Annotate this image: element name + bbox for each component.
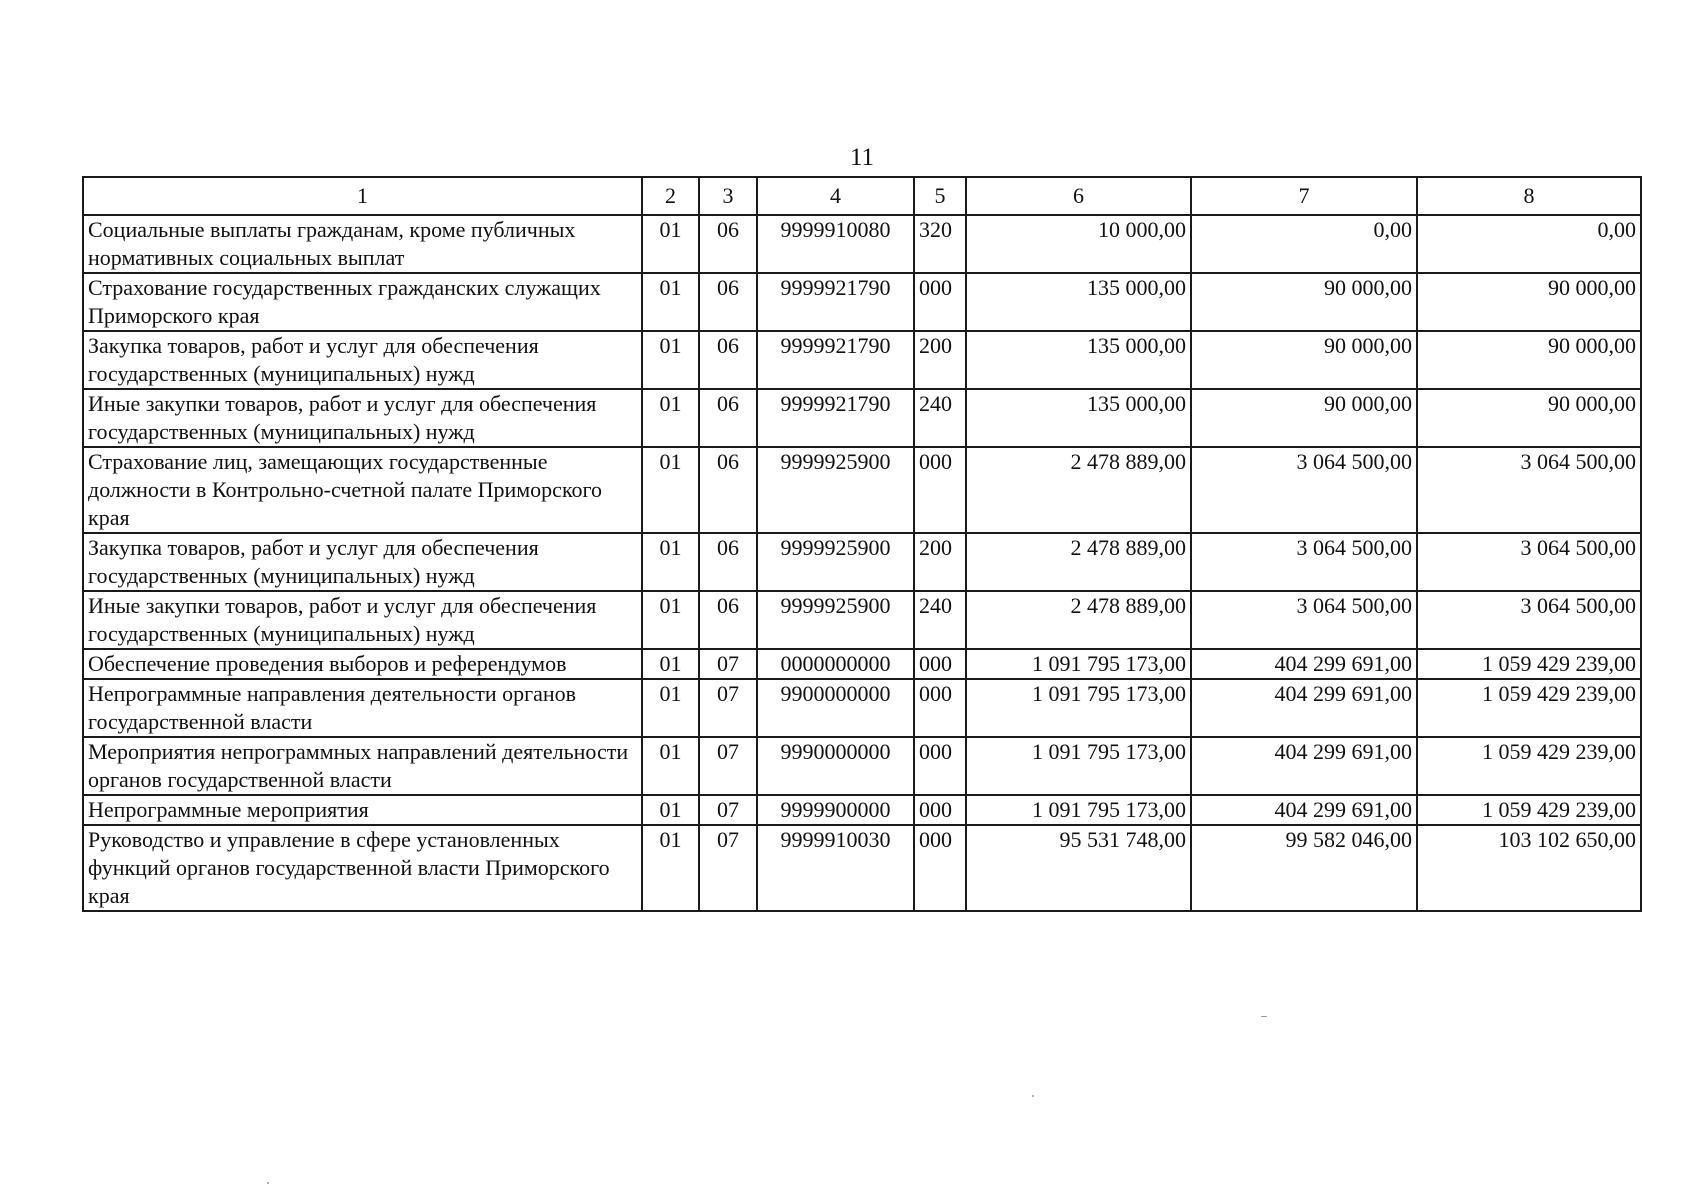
row-target-code: 9900000000 xyxy=(757,679,914,737)
row-subsection: 07 xyxy=(699,649,757,679)
row-target-code: 9999921790 xyxy=(757,389,914,447)
row-target-code: 9999925900 xyxy=(757,591,914,649)
header-col-1: 1 xyxy=(83,177,642,215)
row-name: Закупка товаров, работ и услуг для обеспечения государственных (муниципальных) нужд xyxy=(83,533,642,591)
row-amount-6: 135 000,00 xyxy=(966,389,1191,447)
row-amount-8: 3 064 500,00 xyxy=(1417,533,1641,591)
row-amount-7: 404 299 691,00 xyxy=(1191,737,1417,795)
row-amount-8: 103 102 650,00 xyxy=(1417,825,1641,911)
row-subsection: 06 xyxy=(699,331,757,389)
row-name: Иные закупки товаров, работ и услуг для обеспечения государственных (муниципальных) нужд xyxy=(83,389,642,447)
row-expense-type: 200 xyxy=(914,533,966,591)
row-expense-type: 000 xyxy=(914,273,966,331)
row-name: Страхование государственных гражданских служащих Приморского края xyxy=(83,273,642,331)
row-amount-8: 1 059 429 239,00 xyxy=(1417,649,1641,679)
row-amount-7: 3 064 500,00 xyxy=(1191,447,1417,533)
row-subsection: 07 xyxy=(699,737,757,795)
row-amount-6: 1 091 795 173,00 xyxy=(966,795,1191,825)
row-amount-7: 3 064 500,00 xyxy=(1191,533,1417,591)
row-target-code: 9999900000 xyxy=(757,795,914,825)
row-amount-6: 2 478 889,00 xyxy=(966,447,1191,533)
page-number: 11 xyxy=(849,144,875,171)
row-name: Непрограммные мероприятия xyxy=(83,795,642,825)
row-expense-type: 000 xyxy=(914,679,966,737)
row-amount-8: 90 000,00 xyxy=(1417,389,1641,447)
row-expense-type: 320 xyxy=(914,215,966,273)
table-row xyxy=(83,649,1641,679)
row-expense-type: 200 xyxy=(914,331,966,389)
table-row xyxy=(83,331,1641,389)
row-amount-8: 1 059 429 239,00 xyxy=(1417,795,1641,825)
row-target-code: 9999910080 xyxy=(757,215,914,273)
row-amount-7: 404 299 691,00 xyxy=(1191,795,1417,825)
row-section: 01 xyxy=(642,533,699,591)
header-row xyxy=(83,177,1641,215)
row-amount-7: 90 000,00 xyxy=(1191,273,1417,331)
table-row xyxy=(83,679,1641,737)
table-row xyxy=(83,737,1641,795)
row-amount-6: 95 531 748,00 xyxy=(966,825,1191,911)
table-row xyxy=(83,447,1641,533)
table-row xyxy=(83,389,1641,447)
row-expense-type: 240 xyxy=(914,389,966,447)
scan-speck xyxy=(1261,1016,1267,1017)
row-expense-type: 000 xyxy=(914,825,966,911)
table-row xyxy=(83,795,1641,825)
header-col-2: 2 xyxy=(642,177,699,215)
scan-speck xyxy=(267,1182,269,1184)
table-row xyxy=(83,215,1641,273)
row-section: 01 xyxy=(642,795,699,825)
table-row xyxy=(83,533,1641,591)
row-expense-type: 000 xyxy=(914,795,966,825)
row-section: 01 xyxy=(642,389,699,447)
row-name: Иные закупки товаров, работ и услуг для обеспечения государственных (муниципальных) нужд xyxy=(83,591,642,649)
row-subsection: 06 xyxy=(699,389,757,447)
row-section: 01 xyxy=(642,825,699,911)
row-amount-7: 404 299 691,00 xyxy=(1191,649,1417,679)
row-section: 01 xyxy=(642,331,699,389)
row-amount-7: 3 064 500,00 xyxy=(1191,591,1417,649)
row-amount-6: 1 091 795 173,00 xyxy=(966,679,1191,737)
row-expense-type: 000 xyxy=(914,737,966,795)
row-section: 01 xyxy=(642,273,699,331)
row-name: Социальные выплаты гражданам, кроме публичных нормативных социальных выплат xyxy=(83,215,642,273)
row-amount-6: 1 091 795 173,00 xyxy=(966,737,1191,795)
row-amount-8: 3 064 500,00 xyxy=(1417,591,1641,649)
row-subsection: 06 xyxy=(699,447,757,533)
row-section: 01 xyxy=(642,679,699,737)
row-target-code: 9999925900 xyxy=(757,447,914,533)
row-subsection: 06 xyxy=(699,533,757,591)
header-col-7: 7 xyxy=(1191,177,1417,215)
row-name: Страхование лиц, замещающих государственные должности в Контрольно-счетной палате Приморского края xyxy=(83,447,642,533)
header-col-5: 5 xyxy=(914,177,966,215)
row-amount-7: 0,00 xyxy=(1191,215,1417,273)
row-name: Мероприятия непрограммных направлений деятельности органов государственной власти xyxy=(83,737,642,795)
row-target-code: 9990000000 xyxy=(757,737,914,795)
row-amount-7: 90 000,00 xyxy=(1191,331,1417,389)
row-name: Закупка товаров, работ и услуг для обеспечения государственных (муниципальных) нужд xyxy=(83,331,642,389)
row-subsection: 06 xyxy=(699,591,757,649)
row-subsection: 07 xyxy=(699,795,757,825)
header-col-6: 6 xyxy=(966,177,1191,215)
row-amount-8: 1 059 429 239,00 xyxy=(1417,679,1641,737)
row-amount-6: 1 091 795 173,00 xyxy=(966,649,1191,679)
table-row xyxy=(83,591,1641,649)
row-target-code: 9999925900 xyxy=(757,533,914,591)
row-subsection: 07 xyxy=(699,679,757,737)
row-amount-8: 90 000,00 xyxy=(1417,331,1641,389)
row-subsection: 06 xyxy=(699,215,757,273)
row-section: 01 xyxy=(642,591,699,649)
row-amount-6: 2 478 889,00 xyxy=(966,591,1191,649)
row-amount-6: 135 000,00 xyxy=(966,331,1191,389)
row-amount-6: 10 000,00 xyxy=(966,215,1191,273)
row-section: 01 xyxy=(642,447,699,533)
row-target-code: 9999921790 xyxy=(757,273,914,331)
row-name: Непрограммные направления деятельности органов государственной власти xyxy=(83,679,642,737)
row-expense-type: 240 xyxy=(914,591,966,649)
header-col-4: 4 xyxy=(757,177,914,215)
row-target-code: 9999910030 xyxy=(757,825,914,911)
row-section: 01 xyxy=(642,649,699,679)
row-amount-8: 90 000,00 xyxy=(1417,273,1641,331)
row-subsection: 07 xyxy=(699,825,757,911)
row-amount-8: 1 059 429 239,00 xyxy=(1417,737,1641,795)
row-name: Обеспечение проведения выборов и референдумов xyxy=(83,649,642,679)
row-amount-8: 0,00 xyxy=(1417,215,1641,273)
row-target-code: 0000000000 xyxy=(757,649,914,679)
row-name: Руководство и управление в сфере установленных функций органов государственной власти Приморского края xyxy=(83,825,642,911)
scan-speck xyxy=(1032,1095,1034,1097)
header-col-3: 3 xyxy=(699,177,757,215)
row-amount-8: 3 064 500,00 xyxy=(1417,447,1641,533)
row-expense-type: 000 xyxy=(914,447,966,533)
row-amount-7: 99 582 046,00 xyxy=(1191,825,1417,911)
row-target-code: 9999921790 xyxy=(757,331,914,389)
row-section: 01 xyxy=(642,215,699,273)
table-row xyxy=(83,825,1641,911)
budget-table xyxy=(82,176,1642,912)
header-col-8: 8 xyxy=(1417,177,1641,215)
row-subsection: 06 xyxy=(699,273,757,331)
table-row xyxy=(83,273,1641,331)
row-amount-7: 90 000,00 xyxy=(1191,389,1417,447)
row-expense-type: 000 xyxy=(914,649,966,679)
row-amount-7: 404 299 691,00 xyxy=(1191,679,1417,737)
row-amount-6: 135 000,00 xyxy=(966,273,1191,331)
row-section: 01 xyxy=(642,737,699,795)
row-amount-6: 2 478 889,00 xyxy=(966,533,1191,591)
